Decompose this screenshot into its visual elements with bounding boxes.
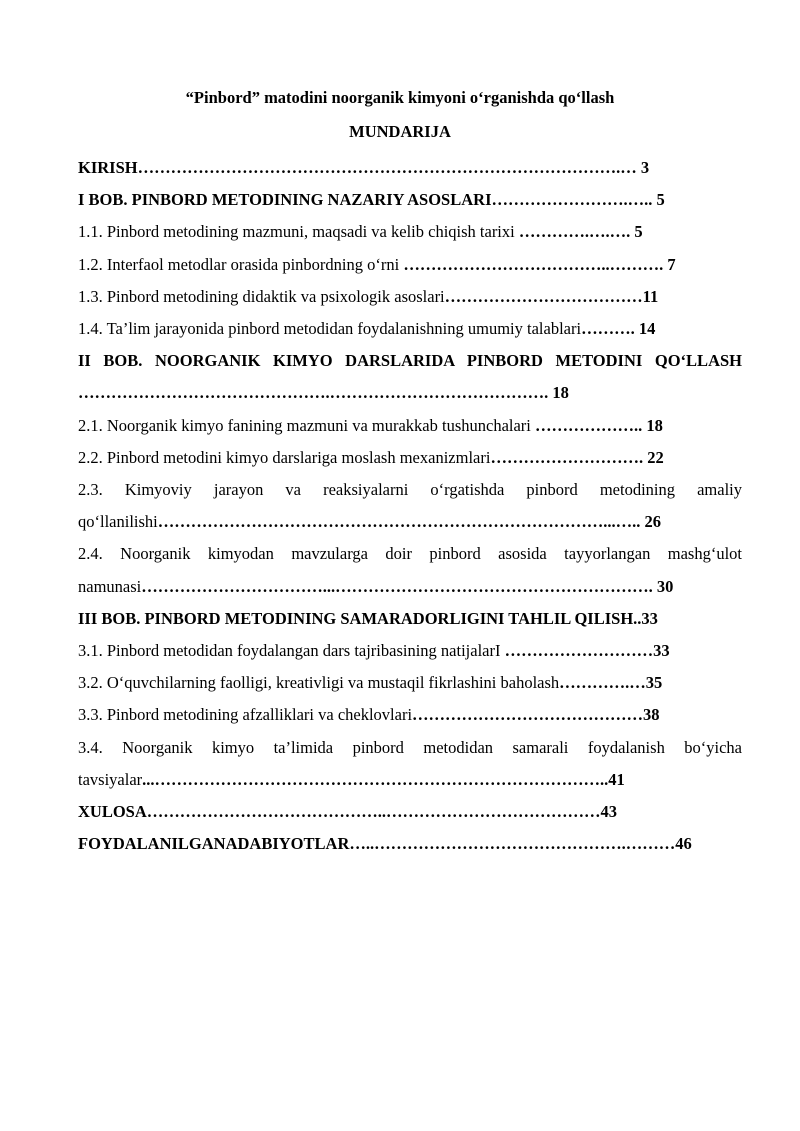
toc-entry-leader: ……………………………...…………………………………………………. <box>141 576 657 596</box>
toc-entry-page: 46 <box>675 834 692 854</box>
toc-entry-title: 3.1. Pinbord metodidan foydalangan dars tajribasining natijalarI <box>78 641 505 661</box>
toc-entry-leader: ……………………………………..………………………………… <box>146 802 601 822</box>
toc-entry-page: 26 <box>644 512 661 532</box>
toc-entry-leader: ……………………… <box>504 641 654 661</box>
toc-entry-page: 11 <box>642 286 659 306</box>
toc-entry-title: 1.3. Pinbord metodining didaktik va psixologik asoslari <box>78 286 445 306</box>
toc-entry-page: 18 <box>552 383 569 403</box>
toc-heading: MUNDARIJA <box>349 122 451 141</box>
toc-entry-3-1 <box>78 635 742 667</box>
toc-entry-title: 2.1. Noorganik kimyo fanining mazmuni va murakkab tushunchalari <box>78 415 536 435</box>
toc-entry-2-4 <box>78 538 742 602</box>
toc-entry-3-4 <box>78 732 742 796</box>
toc-entry-references <box>78 828 742 860</box>
toc-entry-1-4 <box>78 313 742 345</box>
toc-entry-leader: ………………………. <box>490 447 648 467</box>
toc-entry-xulosa <box>78 796 742 828</box>
toc-entry-1-2 <box>78 249 742 281</box>
toc-entry-page: 35 <box>645 673 663 693</box>
toc-entry-leader: ………. <box>581 319 639 339</box>
toc-entry-title: 3.2. O‘quvchilarning faolligi, kreativligi va mustaqil fikrlashini baholash <box>78 673 560 693</box>
toc-entry-leader: …………………….….. <box>491 190 657 210</box>
table-of-contents <box>78 152 742 860</box>
toc-entry-title: 3.3. Pinbord metodining afzalliklari va cheklovlari <box>78 705 413 725</box>
toc-entry-1-3 <box>78 281 742 313</box>
toc-entry-leader: ……………………………… <box>444 286 643 306</box>
toc-entry-title: 2.4. Noorganik kimyodan mavzularga doir pinbord asosida tayyorlangan mashg‘ulot namunasi <box>78 544 742 596</box>
toc-entry-title: 2.3. Kimyoviy jarayon va reaksiyalarni o‘rgatishda pinbord metodining amaliy qo‘llanilishi <box>78 480 742 532</box>
toc-entry-leader: ...……………………………………………………………………….. <box>142 769 609 789</box>
toc-entry-2-2 <box>78 442 742 474</box>
toc-entry-page: 7 <box>667 254 676 274</box>
document-title: “Pinbord” matodini noorganik kimyoni o‘rganishda qo‘llash <box>185 88 615 107</box>
toc-entry-leader: ………………………………..………. <box>403 254 668 274</box>
toc-entry-leader: ……………………………………….…………………………………. <box>78 383 553 403</box>
toc-entry-page: 5 <box>656 190 665 210</box>
toc-entry-title: 1.2. Interfaol metodlar orasida pinbordning o‘rni <box>78 254 404 274</box>
toc-entry-title: III BOB. PINBORD METODINING SAMARADORLIGINI TAHLIL QILISH <box>78 608 634 628</box>
toc-entry-leader: .. <box>633 608 642 628</box>
toc-entry-title: FOYDALANILGANADABIYOTLAR <box>78 834 350 854</box>
toc-entry-2-1 <box>78 410 742 442</box>
toc-entry-page: 5 <box>634 222 643 242</box>
toc-entry-leader: …………………………………………………………………………….… <box>137 158 641 177</box>
toc-entry-chapter-2 <box>78 345 742 409</box>
toc-entry-page: 30 <box>656 576 674 596</box>
toc-entry-leader: ……………….. <box>535 415 647 435</box>
toc-entry-chapter-3 <box>78 603 742 635</box>
toc-entry-page: 38 <box>643 705 660 725</box>
toc-entry-title: 1.1. Pinbord metodining mazmuni, maqsadi va kelib chiqish tarixi <box>78 222 519 242</box>
toc-entry-page: 33 <box>641 608 658 628</box>
toc-entry-leader: ………….… <box>559 673 646 693</box>
toc-entry-page: 33 <box>653 641 670 661</box>
toc-entry-leader: …………………………………… <box>412 705 644 725</box>
toc-entry-kirish <box>78 152 742 184</box>
toc-entry-title: 3.4. Noorganik kimyo ta’limida pinbord metodidan samarali foydalanish bo‘yicha tavsiyalar <box>78 737 742 789</box>
toc-entry-title: XULOSA <box>78 802 147 822</box>
toc-entry-title: I BOB. PINBORD METODINING NAZARIY ASOSLARI <box>78 190 492 210</box>
toc-entry-title: 1.4. Ta’lim jarayonida pinbord metodidan foydalanishning umumiy talablari <box>78 319 582 339</box>
toc-entry-leader: ………….….…. <box>518 222 635 242</box>
toc-entry-1-1 <box>78 216 742 248</box>
toc-entry-page: 43 <box>600 802 618 822</box>
toc-entry-3-2 <box>78 667 742 699</box>
toc-entry-page: 22 <box>647 447 664 467</box>
toc-entry-page: 18 <box>646 415 663 435</box>
toc-entry-title: II BOB. NOORGANIK KIMYO DARSLARIDA PINBORD METODINI QO‘LLASH <box>78 351 742 371</box>
toc-entry-page: 14 <box>638 319 656 339</box>
toc-entry-chapter-1 <box>78 184 742 216</box>
toc-entry-2-3 <box>78 474 742 538</box>
toc-entry-title: 2.2. Pinbord metodini kimyo darslariga moslash mexanizmlari <box>78 447 491 467</box>
toc-entry-3-3 <box>78 699 742 731</box>
toc-entry-leader: …..……………………………………….……… <box>349 834 676 854</box>
toc-entry-page: 41 <box>608 769 625 789</box>
toc-entry-title: KIRISH <box>78 158 138 177</box>
toc-entry-page: 3 <box>640 158 650 177</box>
toc-entry-leader: ………………………………………………………………………...….. <box>157 512 645 532</box>
